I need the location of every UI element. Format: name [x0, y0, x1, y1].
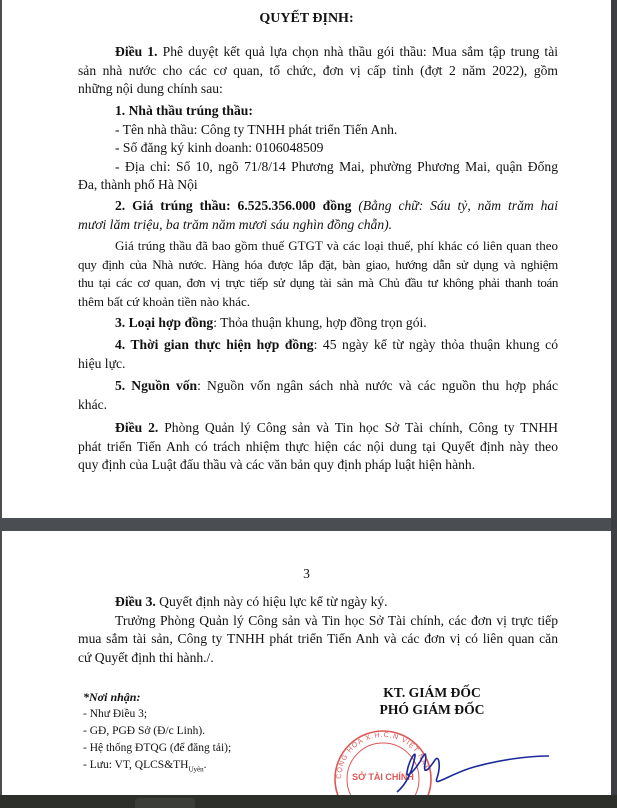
- recipients-heading: *Nơi nhận:: [83, 690, 141, 704]
- item-heading: 3. Loại hợp đồng: [115, 315, 214, 330]
- scrollbar[interactable]: [611, 0, 617, 795]
- text-line: Phòng Quản lý Công sản và Tin học Sở Tài chính, Công ty TNHH: [158, 420, 558, 435]
- text-line: quy định của Nhà nước. Hàng hóa được lắp đặt, bàn giao, hướng dẫn sử dụng và nghiệm: [78, 256, 558, 272]
- text-line: Đa, thành phố Hà Nội: [78, 177, 198, 193]
- text-line: hiệu lực.: [78, 355, 126, 371]
- item-heading: 4. Thời gian thực hiện hợp đồng: [115, 337, 314, 352]
- item-4: [78, 336, 558, 373]
- text-line: - Địa chỉ: Số 10, ngõ 71/8/14 Phương Mai, phường Phương Mai, quận Đống: [115, 158, 558, 174]
- article-2: [78, 419, 558, 475]
- signer-position: PHÓ GIÁM ĐỐC: [379, 701, 485, 717]
- text-line: thêm bất cứ khoản tiền nào khác.: [78, 293, 251, 309]
- recipient-text: - Lưu: VT, QLCS&TH: [83, 759, 189, 771]
- text-line: phát triển Tiến Anh có trách nhiệm thực hiện các nội dung tại Quyết định này theo: [78, 438, 558, 454]
- item-heading: 1. Nhà thầu trúng thầu:: [115, 103, 253, 118]
- text-line: : Nguồn vốn ngân sách nhà nước và các nguồn thu hợp phác: [197, 378, 558, 393]
- recipient-subscript: Uyên: [188, 765, 204, 774]
- article-1: [78, 43, 558, 99]
- text-line: Giá trúng thầu đã bao gồm thuế GTGT và các loại thuế, phí khác có liên quan theo: [115, 238, 558, 253]
- text-line: quy định của Luật đấu thầu và các văn bản quy định pháp luật hiện hành.: [78, 457, 476, 473]
- item-1: [78, 102, 558, 195]
- article-label: Điều 3.: [115, 594, 156, 609]
- text-line: (Bằng chữ: Sáu tỷ, năm trăm hai: [351, 198, 559, 213]
- stamp-and-signature: [327, 724, 567, 795]
- text-line: Phê duyệt kết quả lựa chọn nhà thầu gói thầu: Mua sắm tập trung tài: [157, 44, 559, 59]
- page-number: 3: [303, 566, 310, 581]
- document-page-2: [2, 0, 611, 518]
- item-heading: 5. Nguồn vốn: [115, 378, 198, 393]
- article-label: Điều 1.: [115, 44, 158, 59]
- item-5: [78, 377, 558, 414]
- toolbar-tab[interactable]: [135, 798, 195, 808]
- text-line: - Số đăng ký kinh doanh: 0106048509: [115, 140, 324, 156]
- text-line: - Tên nhà thầu: Công ty TNHH phát triển Tiến Anh.: [115, 121, 398, 137]
- text-line: : Thỏa thuận khung, hợp đồng trọn gói.: [213, 315, 427, 330]
- article-label: Điều 2.: [115, 420, 159, 435]
- bottom-toolbar: [0, 795, 617, 808]
- recipient-end: .: [203, 759, 207, 771]
- recipient-item: - Như Điều 3;: [83, 708, 148, 720]
- recipient-item: [83, 757, 231, 778]
- text-line: khác.: [78, 396, 108, 412]
- item-heading: 2. Giá trúng thầu: 6.525.356.000 đồng: [115, 198, 352, 213]
- item-3: [78, 314, 558, 333]
- price-note: [78, 237, 558, 311]
- text-line: cứ Quyết định thi hành./.: [78, 649, 214, 665]
- recipients-list: [83, 689, 231, 778]
- text-line: : 45 ngày kể từ ngày thỏa thuận khung có: [313, 337, 559, 352]
- item-2: [78, 197, 558, 234]
- text-line: mươi lăm triệu, ba trăm năm mươi sáu nghìn đồng chẵn).: [78, 216, 393, 232]
- recipient-item: - GĐ, PGĐ Sở (Đ/c Linh).: [83, 725, 206, 737]
- stamp-ring-text: CỘNG HÒA X.H.C.N VIỆT NAM: [335, 731, 430, 780]
- text-line: Quyết định này có hiệu lực kể từ ngày ký.: [155, 594, 388, 609]
- text-line: mua sắm tài sản, Công ty TNHH phát triển Tiến Anh và các đơn vị có liên quan căn: [78, 631, 558, 647]
- stamp-text: SỞ TÀI CHÍNH: [352, 772, 414, 782]
- article-3: [78, 593, 558, 667]
- text-line: thu tại các cơ quan, đơn vị trực tiếp sử dụng tài sản mà Chủ đầu tư không phải thanh toán: [78, 275, 558, 291]
- recipient-item: - Hệ thống ĐTQG (để đăng tải);: [83, 742, 232, 754]
- document-page-3: [2, 531, 611, 795]
- text-line: Trưởng Phòng Quản lý Công sản và Tin học Sở Tài chính, các đơn vị trực tiếp: [115, 612, 558, 628]
- text-line: sản nhà nước cho các cơ quan, tổ chức, đơn vị cấp tỉnh (đợt 2 năm 2022), gồm: [78, 62, 558, 78]
- signer-title: KT. GIÁM ĐỐC: [383, 685, 481, 700]
- text-line: những nội dung chính sau:: [78, 81, 223, 97]
- signature-block: [332, 685, 532, 718]
- official-stamp: [334, 731, 431, 795]
- page-title: QUYẾT ĐỊNH:: [259, 11, 354, 26]
